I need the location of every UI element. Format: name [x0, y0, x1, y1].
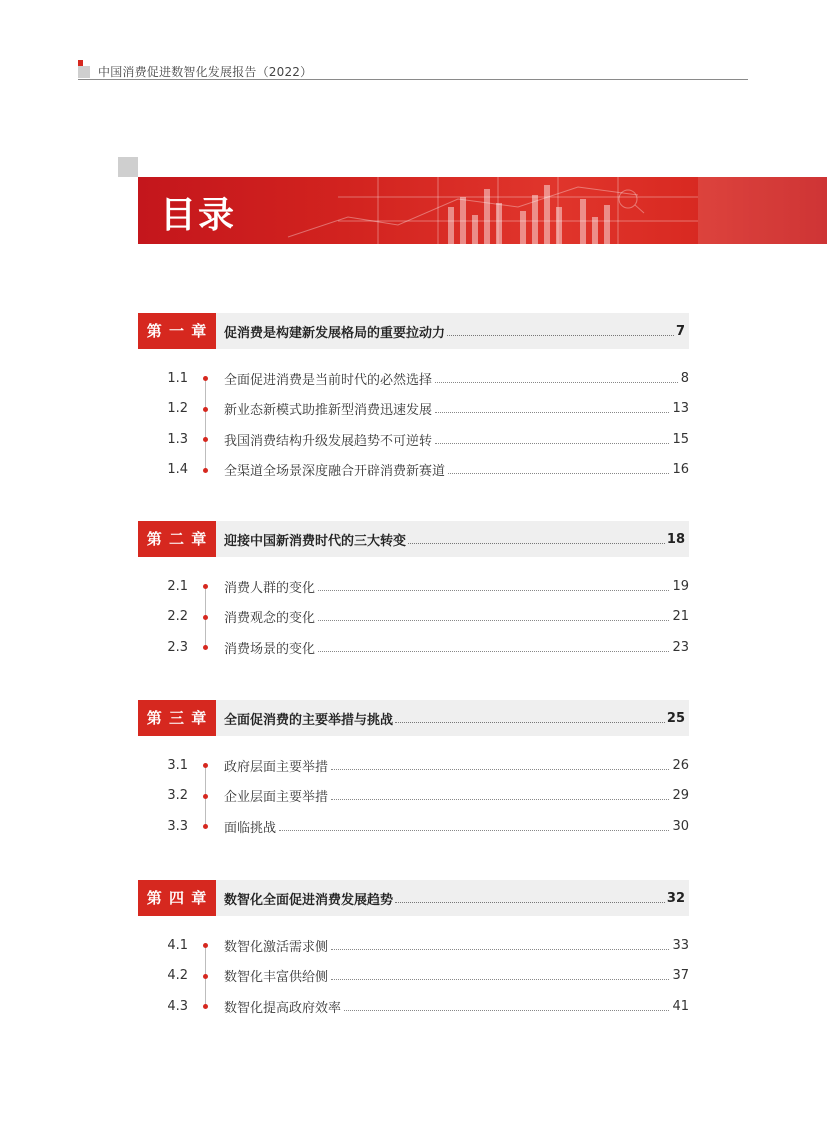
section-number: 1.3 [167, 431, 188, 447]
section-title: 面临挑战 [224, 820, 277, 836]
toc-entry[interactable] [138, 930, 689, 961]
section-title: 消费观念的变化 [224, 611, 316, 627]
dot-leader [331, 979, 669, 980]
toc-entry[interactable] [138, 455, 689, 486]
section-page: 29 [672, 788, 689, 804]
section-page: 23 [672, 639, 689, 655]
section-number: 1.4 [167, 462, 188, 478]
bullet-dot [203, 824, 208, 829]
section-list [138, 363, 689, 485]
section-number: 4.2 [167, 968, 188, 984]
toc-banner [138, 177, 827, 244]
bullet-dot [203, 1004, 208, 1009]
section-title: 新业态新模式助推新型消费迅速发展 [224, 403, 433, 419]
section-list [138, 930, 689, 1022]
chapter-header[interactable] [138, 700, 689, 736]
section-number: 2.3 [167, 639, 188, 655]
section-title: 消费人群的变化 [224, 580, 316, 596]
section-title: 数智化丰富供给侧 [224, 970, 329, 986]
section-page: 8 [680, 370, 689, 386]
section-title: 企业层面主要举措 [224, 790, 329, 806]
chapter-page: 7 [675, 323, 685, 339]
toc-entry[interactable] [138, 394, 689, 425]
section-page: 15 [672, 431, 689, 447]
bullet-dot [203, 615, 208, 620]
chapter-title: 迎接中国新消费时代的三大转变 [224, 533, 407, 549]
report-title: 中国消费促进数智化发展报告（2022） [98, 65, 313, 79]
bullet-dot [203, 943, 208, 948]
chapter-title: 全面促消费的主要举措与挑战 [224, 712, 394, 728]
bullet-dot [203, 407, 208, 412]
bullet-dot [203, 584, 208, 589]
chapter-page: 18 [666, 531, 685, 547]
toc-entry[interactable] [138, 632, 689, 663]
section-title: 数智化提高政府效率 [224, 1000, 342, 1016]
section-number: 4.1 [167, 937, 188, 953]
chapter-page: 32 [666, 890, 685, 906]
section-title: 全渠道全场景深度融合开辟消费新赛道 [224, 464, 446, 480]
banner-decoration-graphic [138, 177, 827, 244]
toc-entry[interactable] [138, 363, 689, 394]
chapter-label: 第 二 章 [138, 521, 216, 557]
section-title: 全面促进消费是当前时代的必然选择 [224, 372, 433, 388]
section-page: 26 [672, 757, 689, 773]
chapter-title: 数智化全面促进消费发展趋势 [224, 892, 394, 908]
section-number: 2.1 [167, 578, 188, 594]
section-number: 1.1 [167, 370, 188, 386]
section-list [138, 571, 689, 663]
dot-leader [331, 769, 669, 770]
section-number: 3.3 [167, 818, 188, 834]
toc-entry[interactable] [138, 811, 689, 842]
toc-entry[interactable] [138, 602, 689, 633]
dot-leader [279, 830, 669, 831]
chapter-1 [138, 313, 689, 485]
dot-leader [395, 722, 665, 723]
dot-leader [447, 335, 674, 336]
section-list [138, 750, 689, 842]
section-number: 3.1 [167, 757, 188, 773]
chapter-label: 第 一 章 [138, 313, 216, 349]
header-red-mark [78, 60, 83, 66]
section-number: 1.2 [167, 401, 188, 417]
chapter-page: 25 [666, 710, 685, 726]
toc-entry[interactable] [138, 781, 689, 812]
dot-leader [448, 473, 669, 474]
chapter-title: 促消费是构建新发展格局的重要拉动力 [224, 325, 446, 341]
chapter-label: 第 三 章 [138, 700, 216, 736]
section-page: 37 [672, 968, 689, 984]
running-header [78, 60, 748, 80]
bullet-dot [203, 376, 208, 381]
section-number: 4.3 [167, 998, 188, 1014]
chapter-2 [138, 521, 689, 663]
section-title: 数智化激活需求侧 [224, 939, 329, 955]
dot-leader [435, 382, 678, 383]
bullet-dot [203, 645, 208, 650]
chapter-label: 第 四 章 [138, 880, 216, 916]
dot-leader [318, 651, 669, 652]
bullet-dot [203, 437, 208, 442]
dot-leader [395, 902, 665, 903]
chapter-4 [138, 880, 689, 1022]
dot-leader [331, 949, 669, 950]
toc-entry[interactable] [138, 991, 689, 1022]
dot-leader [435, 443, 669, 444]
toc-entry[interactable] [138, 750, 689, 781]
section-page: 19 [672, 578, 689, 594]
section-title: 我国消费结构升级发展趋势不可逆转 [224, 433, 433, 449]
chapter-header[interactable] [138, 521, 689, 557]
section-number: 2.2 [167, 609, 188, 625]
section-page: 13 [672, 401, 689, 417]
toc-entry[interactable] [138, 571, 689, 602]
section-page: 21 [672, 609, 689, 625]
section-page: 30 [672, 818, 689, 834]
section-page: 16 [672, 462, 689, 478]
dot-leader [318, 590, 669, 591]
section-title: 政府层面主要举措 [224, 759, 329, 775]
toc-entry[interactable] [138, 424, 689, 455]
dot-leader [331, 799, 669, 800]
toc-heading: 目录 [160, 195, 237, 236]
bullet-dot [203, 794, 208, 799]
chapter-3 [138, 700, 689, 842]
chapter-header[interactable] [138, 313, 689, 349]
dot-leader [435, 412, 669, 413]
header-grey-mark [78, 66, 90, 78]
bullet-dot [203, 468, 208, 473]
section-title: 消费场景的变化 [224, 641, 316, 657]
section-page: 33 [672, 937, 689, 953]
chapter-header[interactable] [138, 880, 689, 916]
dot-leader [344, 1010, 669, 1011]
banner-grey-square [118, 157, 138, 177]
section-number: 3.2 [167, 788, 188, 804]
dot-leader [318, 620, 669, 621]
bullet-dot [203, 763, 208, 768]
section-page: 41 [672, 998, 689, 1014]
bullet-dot [203, 974, 208, 979]
dot-leader [408, 543, 665, 544]
toc-entry[interactable] [138, 961, 689, 992]
